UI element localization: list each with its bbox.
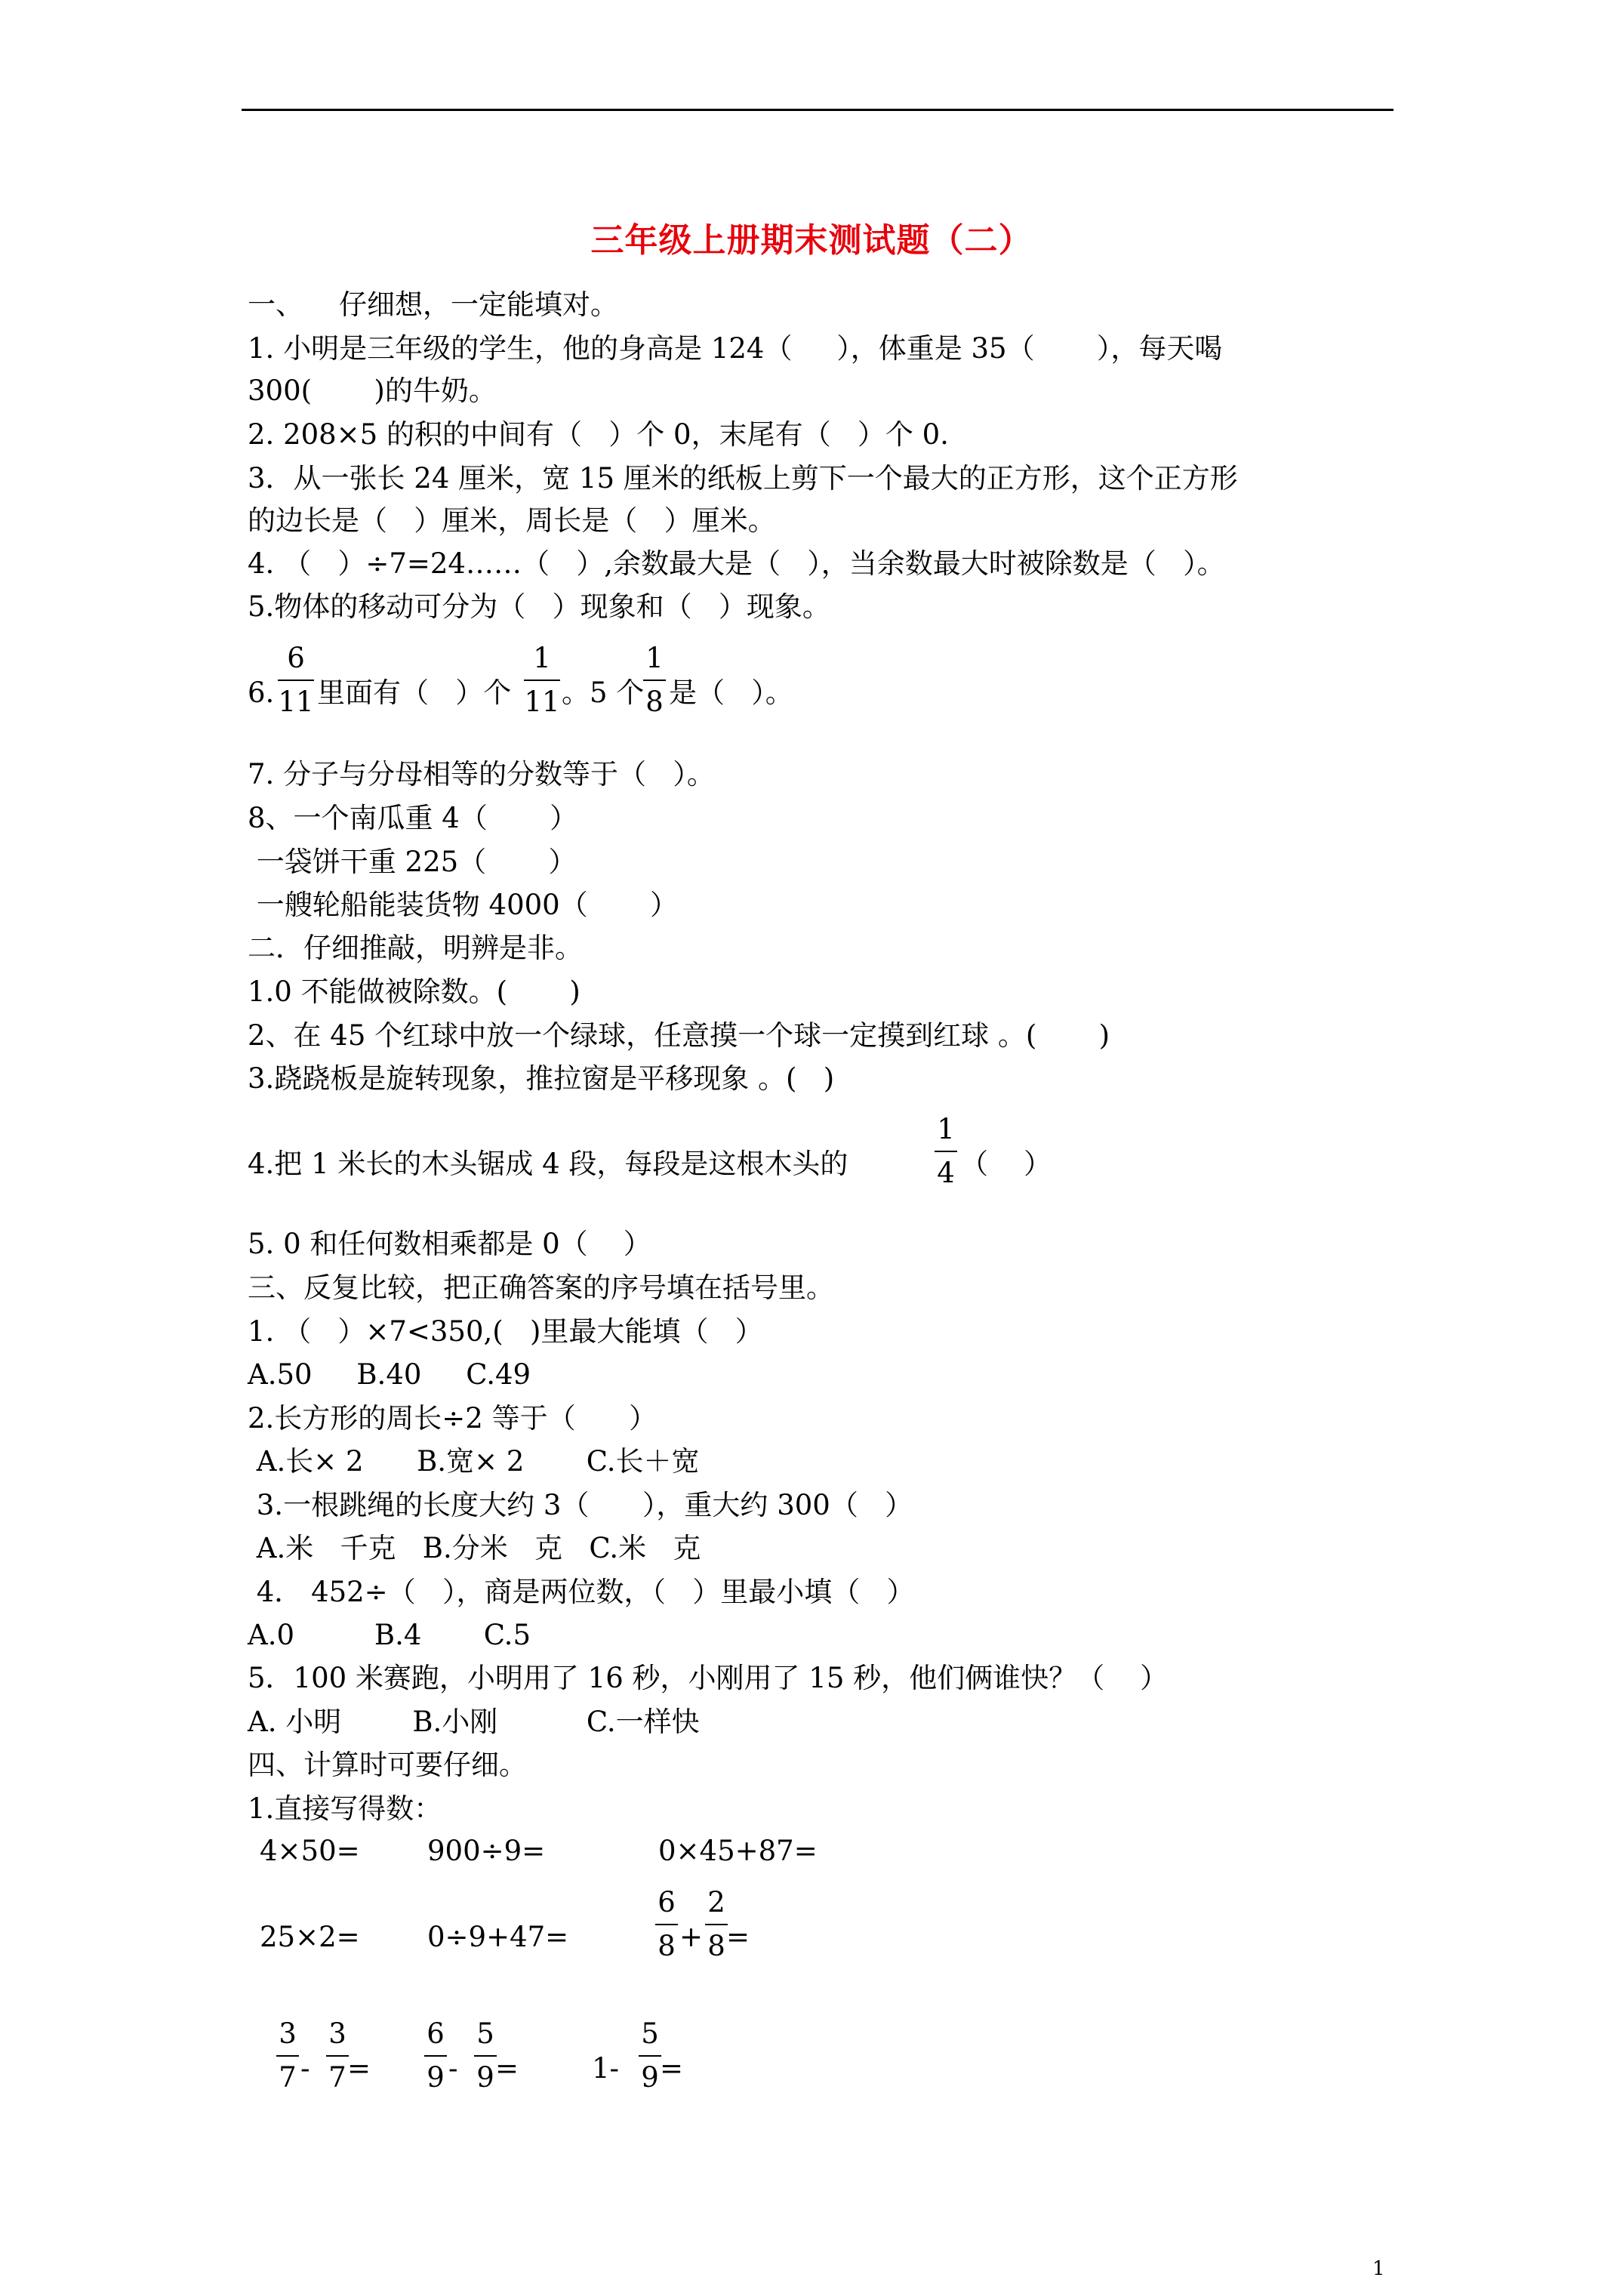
section1-heading: 一、 仔细想，一定能填对。 [248, 288, 619, 321]
s1-q4: 4. （ ）÷7=24……（ ）,余数最大是（ ），当余数最大时被除数是（ ）。 [248, 547, 1225, 580]
s2-q4-suffix: （ ） [960, 1148, 1052, 1180]
s1-q5: 5.物体的移动可分为（ ）现象和（ ）现象。 [248, 590, 830, 623]
s3-q3: 3.一根跳绳的长度大约 3（ ），重大约 300（ ） [248, 1489, 913, 1521]
s1-q8-line1: 8、一个南瓜重 4（ ） [248, 802, 578, 834]
s1-q8-line3: 一艘轮船能装货物 4000（ ） [248, 889, 679, 921]
fraction: 6 9 [424, 2016, 447, 2096]
s3-q4: 4． 452÷（ ），商是两位数，（ ）里最小填（ ） [248, 1576, 915, 1608]
s3-q4-options: A.0 B.4 C.5 [248, 1619, 531, 1651]
fraction: 2 8 [705, 1885, 728, 1965]
q6-fraction-2: 1 11 [524, 642, 560, 718]
fraction: 3 7 [276, 2016, 299, 2096]
operator: - [448, 2052, 458, 2085]
operator: + [679, 1921, 704, 1953]
q6-mid1: 里面有（ ）个 [317, 676, 512, 709]
s2-q3: 3.跷跷板是旋转现象，推拉窗是平移现象 。( ) [248, 1062, 835, 1095]
s1-q1-line1: 1. 小明是三年级的学生，他的身高是 124（ ），体重是 35（ ），每天喝 [248, 332, 1223, 365]
s2-q4-text: 4.把 1 米长的木头锯成 4 段，每段是这根木头的 [248, 1148, 848, 1180]
s2-q1: 1.0 不能做被除数。( ) [248, 975, 581, 1008]
lead-term: 1- [592, 2052, 620, 2085]
equals: = [347, 2052, 371, 2085]
q6-fraction-1: 6 11 [278, 642, 314, 718]
s2-q4-fraction: 1 4 [935, 1111, 957, 1191]
fraction: 3 7 [326, 2016, 349, 2096]
section2-heading: 二．仔细推敲，明辨是非。 [248, 932, 583, 964]
s1-q8-line2: 一袋饼干重 225（ ） [248, 846, 577, 878]
s3-q2-options: A.长× 2 B.宽× 2 C.长＋宽 [248, 1445, 700, 1478]
fraction: 5 9 [639, 2016, 661, 2096]
fraction: 6 8 [655, 1885, 678, 1965]
equals: = [660, 2052, 684, 2085]
fraction: 5 9 [474, 2016, 497, 2096]
s3-q5-options: A. 小明 B.小刚 C.一样快 [248, 1706, 700, 1738]
s3-q1: 1. （ ）×7<350,( )里最大能填（ ） [248, 1315, 763, 1348]
calc-item: 25×2= [260, 1921, 360, 1953]
q6-suffix: 是（ ）。 [669, 676, 793, 709]
s1-q2: 2. 208×5 的积的中间有（ ）个 0，末尾有（ ）个 0. [248, 418, 949, 451]
calc-item: 4×50= [260, 1835, 360, 1867]
s3-q3-options: A.米 千克 B.分米 克 C.米 克 [248, 1532, 701, 1564]
s1-q7: 7. 分子与分母相等的分数等于（ ）。 [248, 758, 715, 791]
equals: = [726, 1921, 750, 1953]
q6-prefix: 6. [248, 676, 275, 709]
header-rule [242, 109, 1394, 111]
s3-q5: 5．100 米赛跑，小明用了 16 秒，小刚用了 15 秒，他们俩谁快？（ ） [248, 1662, 1169, 1694]
equals: = [495, 2052, 519, 2085]
calc-item: 0÷9+47= [427, 1921, 569, 1953]
s2-q2: 2、在 45 个红球中放一个绿球，任意摸一个球一定摸到红球 。( ) [248, 1019, 1110, 1052]
page-title: 三年级上册期末测试题（二） [590, 221, 1033, 260]
s4-sub1: 1.直接写得数： [248, 1792, 442, 1825]
operator: - [300, 2052, 310, 2085]
s1-q1-line2: 300( )的牛奶。 [248, 374, 497, 407]
section3-heading: 三、反复比较，把正确答案的序号填在括号里。 [248, 1271, 834, 1304]
s1-q3-line1: 3．从一张长 24 厘米，宽 15 厘米的纸板上剪下一个最大的正方形，这个正方形 [248, 462, 1238, 495]
s1-q3-line2: 的边长是（ ）厘米，周长是（ ）厘米。 [248, 504, 776, 537]
calc-item: 0×45+87= [658, 1835, 818, 1867]
s3-q1-options: A.50 B.40 C.49 [248, 1358, 531, 1391]
q6-mid2: 。5 个 [562, 676, 645, 709]
s3-q2: 2.长方形的周长÷2 等于（ ） [248, 1402, 658, 1435]
page-number: 1 [1372, 2257, 1385, 2280]
section4-heading: 四、计算时可要仔细。 [248, 1749, 527, 1781]
q6-fraction-3: 1 8 [643, 640, 666, 720]
s2-q5: 5. 0 和任何数相乘都是 0（ ） [248, 1228, 651, 1260]
calc-item: 900÷9= [427, 1835, 546, 1867]
